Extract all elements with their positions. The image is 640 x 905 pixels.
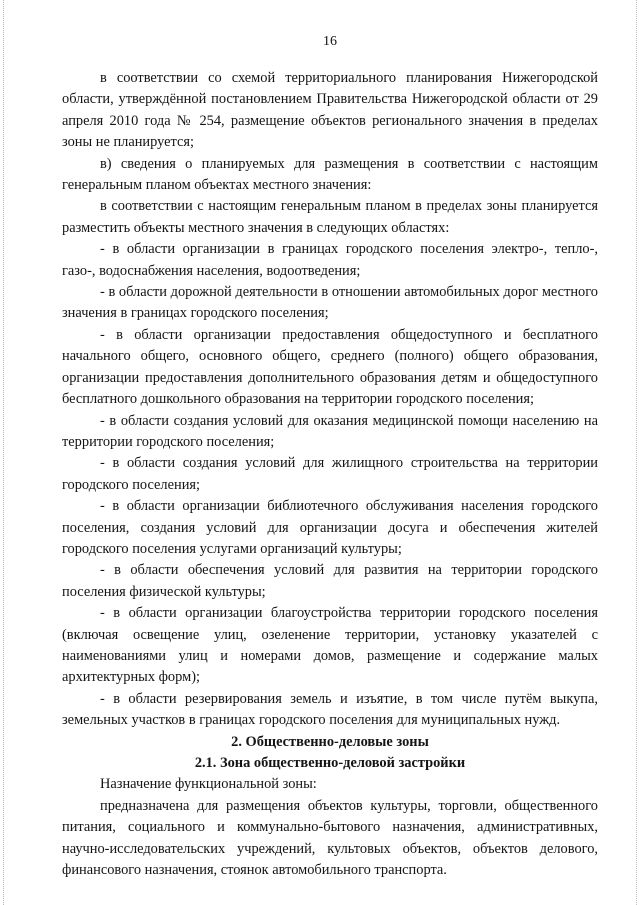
list-item: - в области организации предоставления общедоступного и бесплатного начального общего, основного общего, среднего (полного) общего образования, организации предоставления дополнительного образования детям и общедоступного бесплатного дошкольного образования на территории городского поселения; <box>62 326 598 408</box>
scan-edge-left <box>3 0 4 905</box>
page-number: 16 <box>323 34 337 49</box>
scan-edge-right <box>636 0 637 905</box>
list-item: - в области обеспечения условий для развития на территории городского поселения физической культуры; <box>62 562 598 600</box>
document-body <box>62 68 598 881</box>
list-item: - в области организации в границах городского поселения электро-, тепло-, газо-, водоснабжения населения, водоотведения; <box>62 241 598 279</box>
paragraph: в соответствии с настоящим генеральным планом в пределах зоны планируется разместить объекты местного значения в следующих областях: <box>62 198 598 236</box>
list-item: - в области дорожной деятельности в отношении автомобильных дорог местного значения в границах городского поселения; <box>62 284 598 322</box>
paragraph: Назначение функциональной зоны: <box>100 776 317 793</box>
list-item: - в области резервирования земель и изъятие, в том числе путём выкупа, земельных участков в границах городского поселения для муниципальных нужд. <box>62 690 598 729</box>
paragraph: в соответствии со схемой территориального планирования Нижегородской области, утверждённой постановлением Правительства Нижегородской области от 29 апреля 2010 года № 254, размещение объектов регионального значения в пределах зоны не планируется; <box>62 70 598 151</box>
paragraph: предназначена для размещения объектов культуры, торговли, общественного питания, социального и коммунально-бытового назначения, административных, научно-исследовательских учреждений, культовых объектов, объектов делового, финансового назначения, стоянок автомобильного транспорта. <box>62 797 598 879</box>
subsection-heading: 2.1. Зона общественно-деловой застройки <box>194 755 466 771</box>
section-heading: 2. Общественно-деловые зоны <box>231 733 429 750</box>
list-item: - в области создания условий для оказания медицинской помощи населению на территории городского поселения; <box>62 412 598 450</box>
list-item: - в области создания условий для жилищного строительства на территории городского поселения; <box>62 455 598 493</box>
list-item: - в области организации благоустройства территории городского поселения (включая освещение улиц, озеленение территории, установку указателей с наименованиями улиц и номерами домов, размещение и содержание малых архитектурных форм); <box>62 605 598 686</box>
paragraph: в) сведения о планируемых для размещения в соответствии с настоящим генеральным планом объектах местного значения: <box>62 155 598 194</box>
list-item: - в области организации библиотечного обслуживания населения городского поселения, создания условий для организации досуга и обеспечения жителей городского поселения услугами организаций культуры; <box>62 498 598 557</box>
